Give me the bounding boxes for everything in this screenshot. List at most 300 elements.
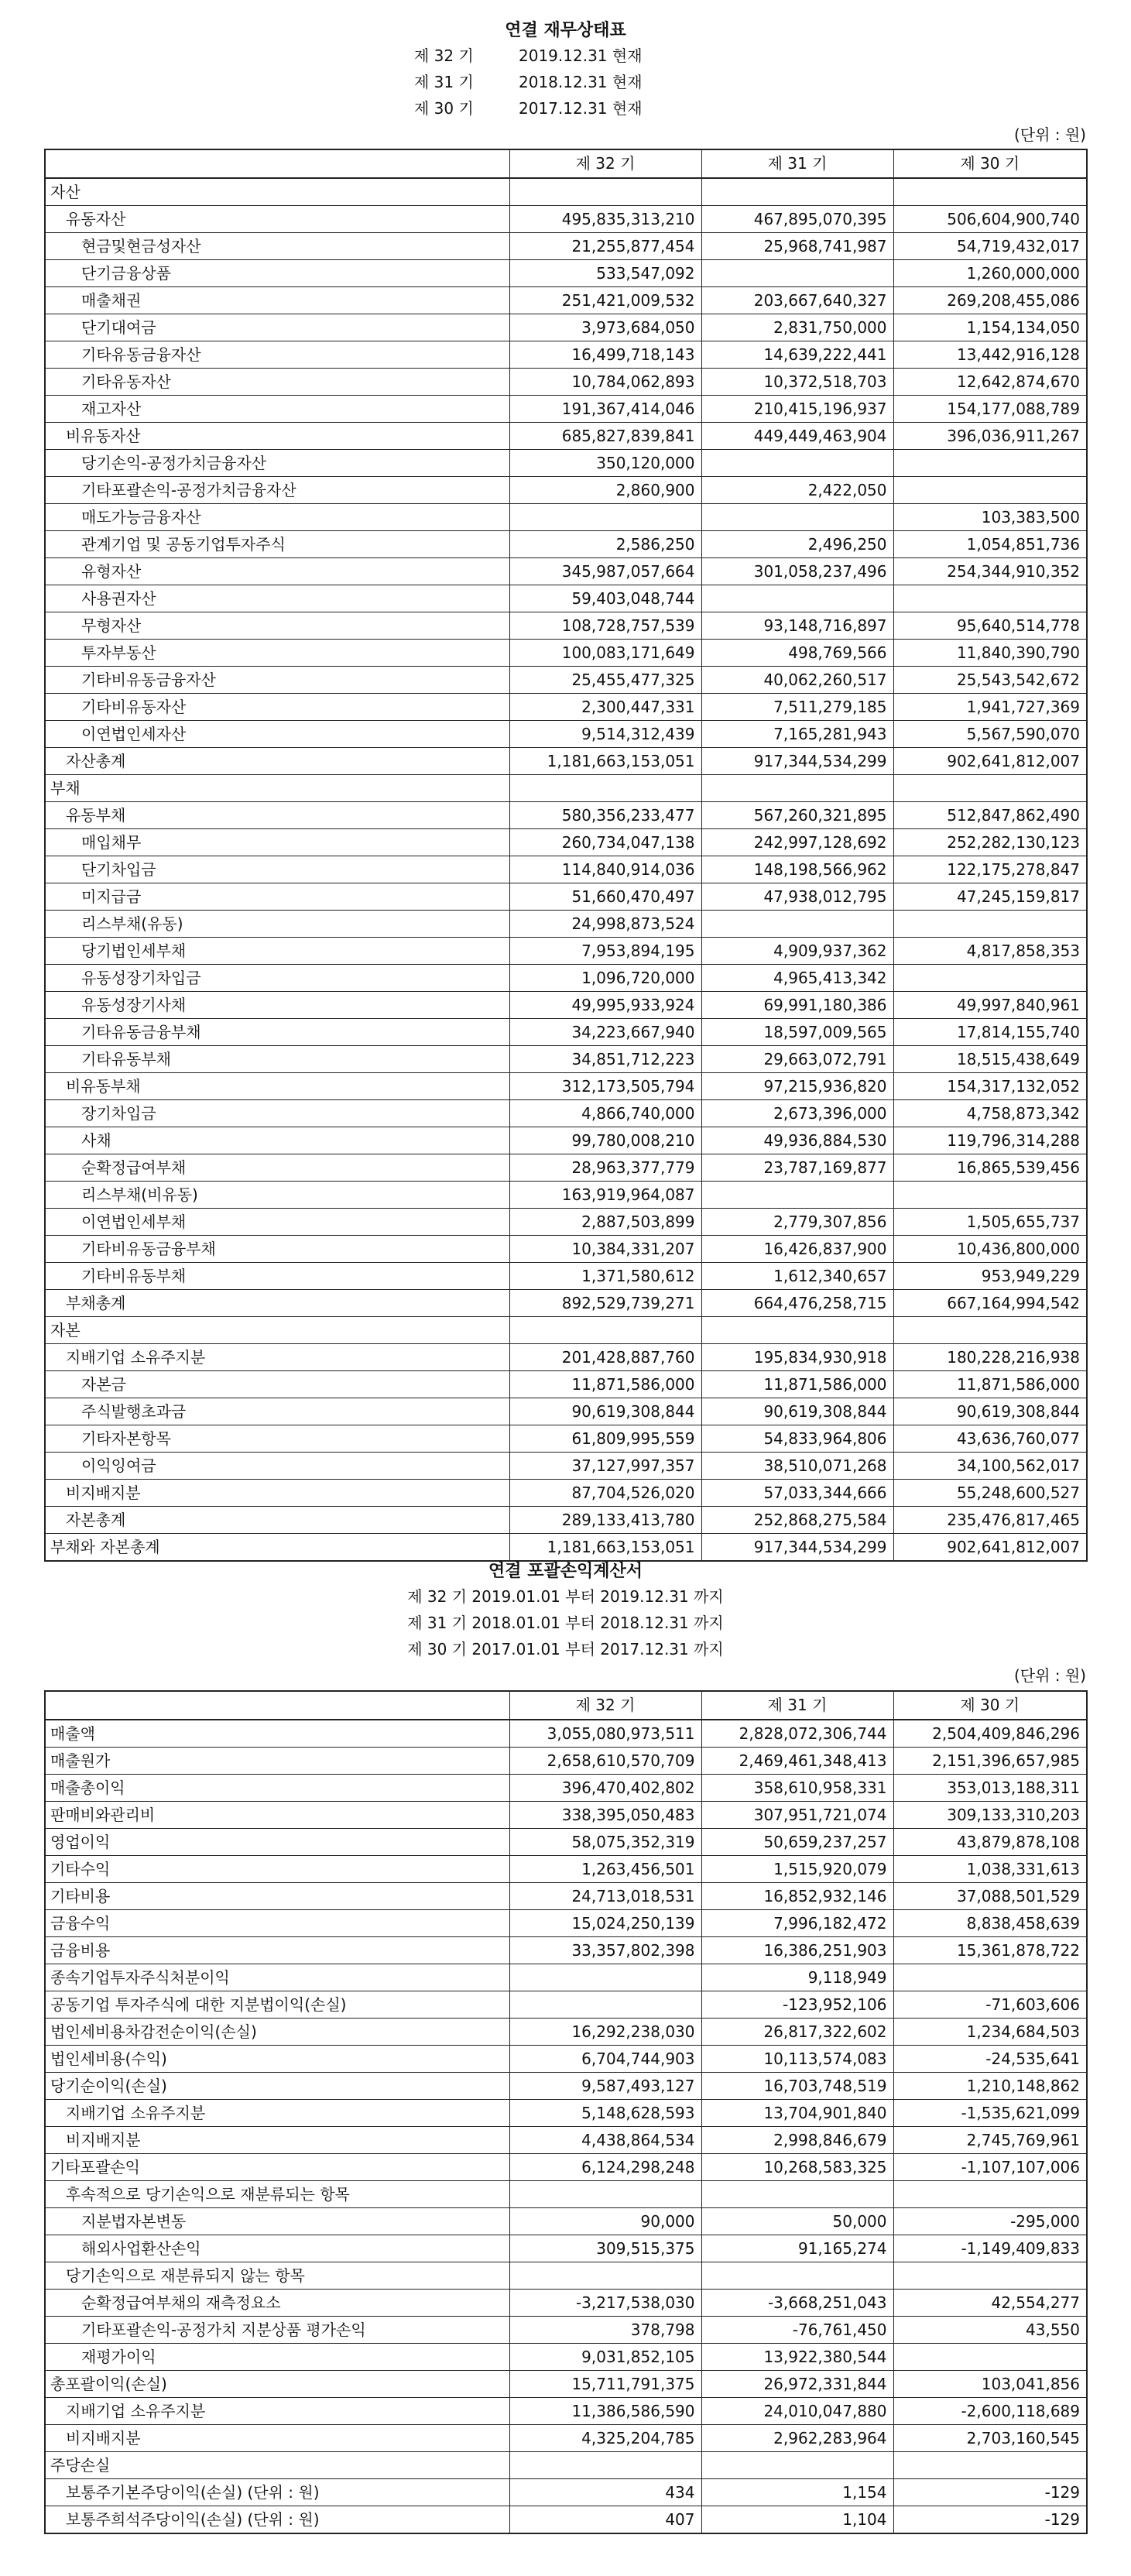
- row-value: 4,438,864,534: [509, 2127, 701, 2154]
- row-value: 90,619,308,844: [701, 1398, 893, 1425]
- row-value: 4,325,204,785: [509, 2425, 701, 2452]
- row-value: [893, 775, 1087, 802]
- row-label: 현금및현금성자산: [45, 233, 509, 260]
- row-value: -1,107,107,006: [893, 2154, 1087, 2181]
- row-value: 449,449,463,904: [701, 423, 893, 450]
- row-label: 자산총계: [45, 748, 509, 775]
- row-value: 16,852,932,146: [701, 1883, 893, 1910]
- row-value: [893, 911, 1087, 938]
- row-value: [893, 1317, 1087, 1344]
- row-value: 90,619,308,844: [893, 1398, 1087, 1425]
- row-value: 24,713,018,531: [509, 1883, 701, 1910]
- row-value: 11,386,586,590: [509, 2398, 701, 2425]
- row-value: 1,104: [701, 2506, 893, 2534]
- row-value: 11,871,586,000: [509, 1371, 701, 1398]
- row-value: 49,997,840,961: [893, 992, 1087, 1019]
- row-value: [893, 2181, 1087, 2208]
- table-row: [45, 640, 1087, 667]
- income-statement-period-2: 제 31 기 2018.01.01 부터 2018.12.31 까지: [407, 1614, 724, 1632]
- row-value: 58,075,352,319: [509, 1829, 701, 1856]
- table-row: [45, 423, 1087, 450]
- table-row: [45, 1209, 1087, 1236]
- row-label: 부채와 자본총계: [45, 1534, 509, 1562]
- table-row: [45, 2073, 1087, 2100]
- row-label: 단기대여금: [45, 314, 509, 341]
- table-row: [45, 1425, 1087, 1453]
- row-value: 26,817,322,602: [701, 2019, 893, 2046]
- row-value: 312,173,505,794: [509, 1073, 701, 1100]
- row-value: 289,133,413,780: [509, 1507, 701, 1534]
- row-value: [701, 911, 893, 938]
- row-value: 4,909,937,362: [701, 938, 893, 965]
- row-value: [701, 260, 893, 287]
- header-account: [45, 149, 509, 178]
- row-value: 4,758,873,342: [893, 1100, 1087, 1127]
- row-value: 664,476,258,715: [701, 1290, 893, 1317]
- row-value: 506,604,900,740: [893, 206, 1087, 233]
- row-value: [701, 504, 893, 531]
- row-value: 1,210,148,862: [893, 2073, 1087, 2100]
- row-value: 1,263,456,501: [509, 1856, 701, 1883]
- row-label: 금융수익: [45, 1910, 509, 1937]
- row-value: 1,505,655,737: [893, 1209, 1087, 1236]
- table-row: [45, 2154, 1087, 2181]
- table-row: [45, 1720, 1087, 1748]
- header-period-30: 제 30 기: [893, 149, 1087, 178]
- row-value: 2,860,900: [509, 477, 701, 504]
- row-label: 보통주희석주당이익(손실) (단위 : 원): [45, 2506, 509, 2534]
- row-label: 무형자산: [45, 612, 509, 640]
- row-value: 54,719,432,017: [893, 233, 1087, 260]
- row-label: 기타유동자산: [45, 369, 509, 396]
- row-value: [509, 504, 701, 531]
- row-value: 163,919,964,087: [509, 1182, 701, 1209]
- row-value: -24,535,641: [893, 2046, 1087, 2073]
- table-row: [45, 992, 1087, 1019]
- row-value: 254,344,910,352: [893, 558, 1087, 585]
- row-value: -129: [893, 2479, 1087, 2506]
- table-row: [45, 612, 1087, 640]
- table-row: [45, 2235, 1087, 2262]
- table-row: [45, 585, 1087, 612]
- row-label: 당기순이익(손실): [45, 2073, 509, 2100]
- table-row: [45, 504, 1087, 531]
- row-value: 10,384,331,207: [509, 1236, 701, 1263]
- row-label: 장기차입금: [45, 1100, 509, 1127]
- table-row: [45, 2208, 1087, 2235]
- row-value: 148,198,566,962: [701, 856, 893, 883]
- row-value: 2,300,447,331: [509, 694, 701, 721]
- row-label: 주당손실: [45, 2452, 509, 2479]
- row-label: 법인세비용(수익): [45, 2046, 509, 2073]
- row-value: 11,840,390,790: [893, 640, 1087, 667]
- row-value: [701, 585, 893, 612]
- balance-sheet-period-1: [414, 43, 643, 66]
- table-row: [45, 667, 1087, 694]
- row-value: 1,260,000,000: [893, 260, 1087, 287]
- row-label: 사용권자산: [45, 585, 509, 612]
- row-label: 자본총계: [45, 1507, 509, 1534]
- row-value: 10,113,574,083: [701, 2046, 893, 2073]
- row-value: 512,847,862,490: [893, 802, 1087, 829]
- row-label: 비지배지분: [45, 1480, 509, 1507]
- table-row: [45, 396, 1087, 423]
- row-label: 매출총이익: [45, 1775, 509, 1802]
- row-label: 투자부동산: [45, 640, 509, 667]
- row-value: -2,600,118,689: [893, 2398, 1087, 2425]
- table-row: [45, 1748, 1087, 1775]
- row-value: 2,998,846,679: [701, 2127, 893, 2154]
- row-value: 201,428,887,760: [509, 1344, 701, 1371]
- row-value: 667,164,994,542: [893, 1290, 1087, 1317]
- row-label: 당기법인세부채: [45, 938, 509, 965]
- row-label: 기타포괄손익-공정가치금융자산: [45, 477, 509, 504]
- row-value: [509, 775, 701, 802]
- row-value: 902,641,812,007: [893, 1534, 1087, 1562]
- row-value: 154,177,088,789: [893, 396, 1087, 423]
- row-value: 43,550: [893, 2317, 1087, 2344]
- row-label: 영업이익: [45, 1829, 509, 1856]
- row-value: 28,963,377,779: [509, 1154, 701, 1182]
- row-label: 이익잉여금: [45, 1453, 509, 1480]
- row-value: 61,809,995,559: [509, 1425, 701, 1453]
- row-value: 7,953,894,195: [509, 938, 701, 965]
- table-row: [45, 938, 1087, 965]
- row-value: 350,120,000: [509, 450, 701, 477]
- row-label: 금융비용: [45, 1937, 509, 1964]
- row-value: 13,704,901,840: [701, 2100, 893, 2127]
- row-label: 사채: [45, 1127, 509, 1154]
- table-row: [45, 1453, 1087, 1480]
- table-row: [45, 2317, 1087, 2344]
- row-value: 59,403,048,744: [509, 585, 701, 612]
- table-row: [45, 748, 1087, 775]
- row-label: 미지급금: [45, 883, 509, 911]
- table-row: [45, 1398, 1087, 1425]
- table-row: [45, 314, 1087, 341]
- row-value: 13,442,916,128: [893, 341, 1087, 369]
- row-value: 338,395,050,483: [509, 1802, 701, 1829]
- table-row: [45, 341, 1087, 369]
- row-value: 90,000: [509, 2208, 701, 2235]
- row-label: 종속기업투자주식처분이익: [45, 1964, 509, 1991]
- row-value: 269,208,455,086: [893, 287, 1087, 314]
- row-label: 유동자산: [45, 206, 509, 233]
- row-value: 309,515,375: [509, 2235, 701, 2262]
- row-label: 기타포괄손익: [45, 2154, 509, 2181]
- row-value: 407: [509, 2506, 701, 2534]
- row-value: 242,997,128,692: [701, 829, 893, 856]
- row-value: 1,234,684,503: [893, 2019, 1087, 2046]
- row-value: 29,663,072,791: [701, 1046, 893, 1073]
- row-value: -76,761,450: [701, 2317, 893, 2344]
- row-label: 매출원가: [45, 1748, 509, 1775]
- row-value: 122,175,278,847: [893, 856, 1087, 883]
- row-value: 37,127,997,357: [509, 1453, 701, 1480]
- row-value: 11,871,586,000: [701, 1371, 893, 1398]
- row-value: 1,181,663,153,051: [509, 748, 701, 775]
- row-value: 103,383,500: [893, 504, 1087, 531]
- table-row: [45, 1127, 1087, 1154]
- income-statement-period-1: 제 32 기 2019.01.01 부터 2019.12.31 까지: [407, 1587, 724, 1606]
- row-label: 보통주기본주당이익(손실) (단위 : 원): [45, 2479, 509, 2506]
- row-value: 33,357,802,398: [509, 1937, 701, 1964]
- row-label: 재평가이익: [45, 2344, 509, 2371]
- table-row: [45, 1263, 1087, 1290]
- row-value: 103,041,856: [893, 2371, 1087, 2398]
- period-date: 2019.12.31 현재: [519, 46, 643, 65]
- row-value: 154,317,132,052: [893, 1073, 1087, 1100]
- row-value: 2,151,396,657,985: [893, 1748, 1087, 1775]
- table-row: [45, 965, 1087, 992]
- row-label: 판매비와관리비: [45, 1802, 509, 1829]
- table-header-row: [45, 1691, 1087, 1720]
- row-value: 13,922,380,544: [701, 2344, 893, 2371]
- income-statement-table: [44, 1690, 1088, 2534]
- balance-sheet-period-2: [414, 70, 643, 92]
- table-row: [45, 1236, 1087, 1263]
- row-value: 396,036,911,267: [893, 423, 1087, 450]
- table-row: [45, 721, 1087, 748]
- row-value: 26,972,331,844: [701, 2371, 893, 2398]
- row-value: 21,255,877,454: [509, 233, 701, 260]
- row-value: 260,734,047,138: [509, 829, 701, 856]
- table-row: [45, 1883, 1087, 1910]
- table-row: [45, 2046, 1087, 2073]
- row-value: 1,515,920,079: [701, 1856, 893, 1883]
- period-label: 제 32 기: [414, 46, 474, 65]
- table-row: [45, 1910, 1087, 1937]
- row-value: 580,356,233,477: [509, 802, 701, 829]
- row-label: 당기손익-공정가치금융자산: [45, 450, 509, 477]
- row-value: 210,415,196,937: [701, 396, 893, 423]
- header-period-32: 제 32 기: [509, 1691, 701, 1720]
- table-row: [45, 1290, 1087, 1317]
- table-row: [45, 775, 1087, 802]
- row-value: 495,835,313,210: [509, 206, 701, 233]
- row-value: 23,787,169,877: [701, 1154, 893, 1182]
- row-value: 34,100,562,017: [893, 1453, 1087, 1480]
- row-value: 91,165,274: [701, 2235, 893, 2262]
- row-value: 2,422,050: [701, 477, 893, 504]
- row-label: 단기금융상품: [45, 260, 509, 287]
- row-label: 관계기업 및 공동기업투자주식: [45, 531, 509, 558]
- row-value: 49,995,933,924: [509, 992, 701, 1019]
- row-label: 기타유동부채: [45, 1046, 509, 1073]
- row-value: 38,510,071,268: [701, 1453, 893, 1480]
- row-value: [701, 1182, 893, 1209]
- row-value: 9,031,852,105: [509, 2344, 701, 2371]
- row-value: 69,991,180,386: [701, 992, 893, 1019]
- row-value: [893, 2344, 1087, 2371]
- row-value: [893, 178, 1087, 206]
- row-value: 10,784,062,893: [509, 369, 701, 396]
- row-value: [509, 1964, 701, 1991]
- row-value: [509, 2181, 701, 2208]
- row-value: 191,367,414,046: [509, 396, 701, 423]
- row-label: 기타비유동자산: [45, 694, 509, 721]
- row-label: 비유동자산: [45, 423, 509, 450]
- row-label: 공동기업 투자주식에 대한 지분법이익(손실): [45, 1991, 509, 2019]
- table-row: [45, 2181, 1087, 2208]
- table-row: [45, 911, 1087, 938]
- table-row: [45, 477, 1087, 504]
- table-row: [45, 2019, 1087, 2046]
- row-value: [701, 2452, 893, 2479]
- table-row: [45, 558, 1087, 585]
- row-label: 지분법자본변동: [45, 2208, 509, 2235]
- row-label: 기타비유동금융부채: [45, 1236, 509, 1263]
- row-value: 15,024,250,139: [509, 1910, 701, 1937]
- row-value: 5,148,628,593: [509, 2100, 701, 2127]
- header-account: [45, 1691, 509, 1720]
- row-label: 이연법인세부채: [45, 1209, 509, 1236]
- header-period-30: 제 30 기: [893, 1691, 1087, 1720]
- row-value: [701, 775, 893, 802]
- header-period-31: 제 31 기: [701, 1691, 893, 1720]
- row-value: 2,703,160,545: [893, 2425, 1087, 2452]
- row-value: 2,887,503,899: [509, 1209, 701, 1236]
- row-value: [893, 477, 1087, 504]
- row-value: 917,344,534,299: [701, 748, 893, 775]
- row-value: [893, 585, 1087, 612]
- row-value: 16,386,251,903: [701, 1937, 893, 1964]
- table-row: [45, 1344, 1087, 1371]
- row-value: 309,133,310,203: [893, 1802, 1087, 1829]
- row-value: 567,260,321,895: [701, 802, 893, 829]
- table-row: [45, 694, 1087, 721]
- table-row: [45, 206, 1087, 233]
- income-statement-period-3: 제 30 기 2017.01.01 부터 2017.12.31 까지: [407, 1640, 724, 1658]
- row-label: 기타유동금융자산: [45, 341, 509, 369]
- table-row: [45, 1317, 1087, 1344]
- table-row: [45, 802, 1087, 829]
- row-value: 50,000: [701, 2208, 893, 2235]
- row-label: 유형자산: [45, 558, 509, 585]
- row-value: [893, 1182, 1087, 1209]
- row-value: 2,586,250: [509, 531, 701, 558]
- row-label: 법인세비용차감전순이익(손실): [45, 2019, 509, 2046]
- row-value: [509, 2262, 701, 2290]
- table-row: [45, 2506, 1087, 2534]
- row-value: 4,817,858,353: [893, 938, 1087, 965]
- row-value: -1,535,621,099: [893, 2100, 1087, 2127]
- row-value: 6,704,744,903: [509, 2046, 701, 2073]
- row-value: 498,769,566: [701, 640, 893, 667]
- row-label: 기타수익: [45, 1856, 509, 1883]
- row-value: 11,871,586,000: [893, 1371, 1087, 1398]
- row-value: 5,567,590,070: [893, 721, 1087, 748]
- row-value: 18,597,009,565: [701, 1019, 893, 1046]
- row-label: 지배기업 소유주지분: [45, 1344, 509, 1371]
- row-value: 203,667,640,327: [701, 287, 893, 314]
- row-value: [701, 178, 893, 206]
- table-row: [45, 287, 1087, 314]
- row-value: 7,165,281,943: [701, 721, 893, 748]
- row-value: 235,476,817,465: [893, 1507, 1087, 1534]
- row-value: [509, 178, 701, 206]
- row-value: 95,640,514,778: [893, 612, 1087, 640]
- row-value: 307,951,721,074: [701, 1802, 893, 1829]
- row-value: [893, 965, 1087, 992]
- table-row: [45, 531, 1087, 558]
- row-value: 1,612,340,657: [701, 1263, 893, 1290]
- row-value: 9,514,312,439: [509, 721, 701, 748]
- table-row: [45, 369, 1087, 396]
- row-label: 당기손익으로 재분류되지 않는 항목: [45, 2262, 509, 2290]
- row-label: 지배기업 소유주지분: [45, 2100, 509, 2127]
- row-value: 1,181,663,153,051: [509, 1534, 701, 1562]
- row-value: 54,833,964,806: [701, 1425, 893, 1453]
- row-value: [893, 1964, 1087, 1991]
- table-row: [45, 2127, 1087, 2154]
- row-value: 917,344,534,299: [701, 1534, 893, 1562]
- row-value: 685,827,839,841: [509, 423, 701, 450]
- row-value: 49,936,884,530: [701, 1127, 893, 1154]
- row-value: 18,515,438,649: [893, 1046, 1087, 1073]
- row-label: 기타자본항목: [45, 1425, 509, 1453]
- table-header-row: [45, 149, 1087, 178]
- row-label: 기타비용: [45, 1883, 509, 1910]
- row-value: 6,124,298,248: [509, 2154, 701, 2181]
- row-value: 2,496,250: [701, 531, 893, 558]
- row-value: -1,149,409,833: [893, 2235, 1087, 2262]
- row-value: 42,554,277: [893, 2290, 1087, 2317]
- row-value: -123,952,106: [701, 1991, 893, 2019]
- table-row: [45, 856, 1087, 883]
- row-value: 2,779,307,856: [701, 1209, 893, 1236]
- row-label: 매출채권: [45, 287, 509, 314]
- row-value: 251,421,009,532: [509, 287, 701, 314]
- row-value: 396,470,402,802: [509, 1775, 701, 1802]
- table-row: [45, 1507, 1087, 1534]
- row-value: 47,245,159,817: [893, 883, 1087, 911]
- row-value: 34,851,712,223: [509, 1046, 701, 1073]
- table-row: [45, 2262, 1087, 2290]
- table-row: [45, 450, 1087, 477]
- balance-sheet-title: 연결 재무상태표: [505, 21, 626, 40]
- row-label: 순확정급여부채: [45, 1154, 509, 1182]
- table-row: [45, 1371, 1087, 1398]
- row-value: 16,703,748,519: [701, 2073, 893, 2100]
- row-value: -71,603,606: [893, 1991, 1087, 2019]
- row-value: 97,215,936,820: [701, 1073, 893, 1100]
- row-value: 252,868,275,584: [701, 1507, 893, 1534]
- row-value: 1,154: [701, 2479, 893, 2506]
- row-value: 4,965,413,342: [701, 965, 893, 992]
- row-value: 953,949,229: [893, 1263, 1087, 1290]
- row-value: 533,547,092: [509, 260, 701, 287]
- row-value: 51,660,470,497: [509, 883, 701, 911]
- row-value: 434: [509, 2479, 701, 2506]
- row-label: 매도가능금융자산: [45, 504, 509, 531]
- row-value: 2,831,750,000: [701, 314, 893, 341]
- table-row: [45, 1856, 1087, 1883]
- row-value: [893, 2262, 1087, 2290]
- row-value: 345,987,057,664: [509, 558, 701, 585]
- row-value: 378,798: [509, 2317, 701, 2344]
- row-label: 단기차입금: [45, 856, 509, 883]
- row-value: 4,866,740,000: [509, 1100, 701, 1127]
- row-value: 3,973,684,050: [509, 314, 701, 341]
- row-value: 10,372,518,703: [701, 369, 893, 396]
- row-label: 유동성장기사채: [45, 992, 509, 1019]
- row-value: 9,587,493,127: [509, 2073, 701, 2100]
- row-value: 1,038,331,613: [893, 1856, 1087, 1883]
- row-label: 지배기업 소유주지분: [45, 2398, 509, 2425]
- table-row: [45, 1991, 1087, 2019]
- row-value: 252,282,130,123: [893, 829, 1087, 856]
